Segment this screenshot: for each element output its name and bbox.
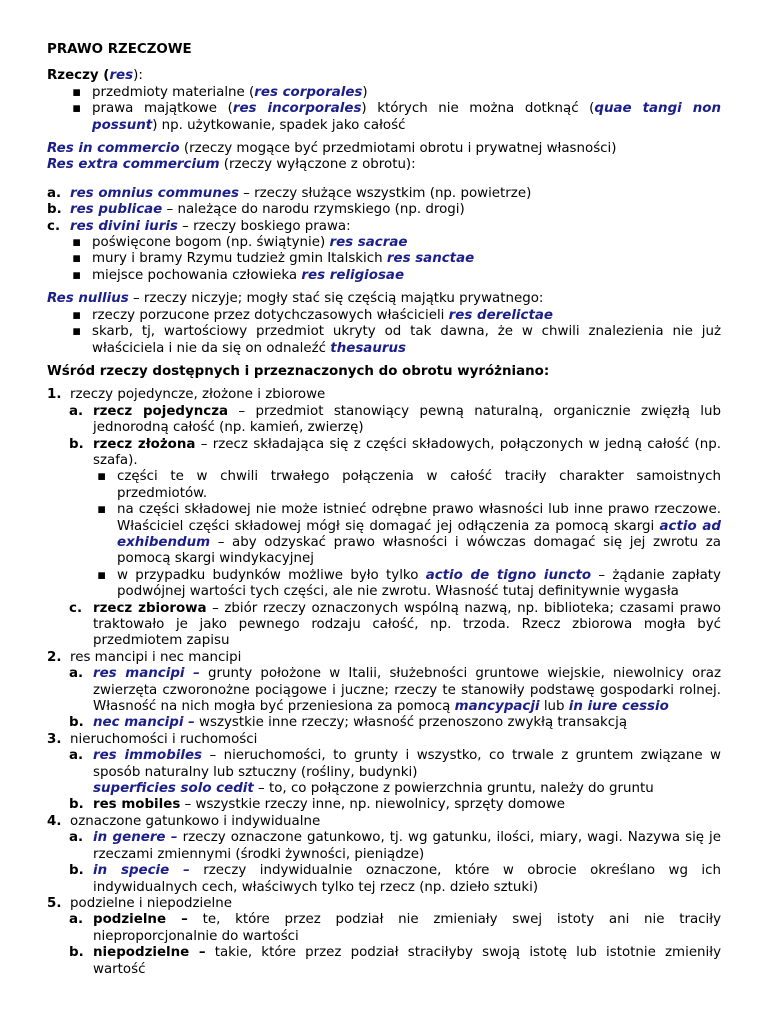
list-item: a. res immobiles – nieruchomości, to grunty i wszystko, co trwale z gruntem związane w sposób naturalny lub sztuczny (rośliny, budynki) (69, 748, 721, 780)
extra-commercium-line: Res extra commercium (rzeczy wyłączone z obrotu): (47, 157, 416, 173)
section-heading: Wśród rzeczy dostępnych i przeznaczonych do obrotu wyróżniano: (47, 363, 550, 379)
list-item: a. podzielne – te, które przez podział nie zmieniały swej istoty ani nie traciły nieproporcjonalnie do wartości (69, 912, 721, 944)
doc-title: PRAWO RZECZOWE (47, 42, 192, 57)
list-item: b. in specie – rzeczy indywidualnie oznaczone, które w obrocie określano wg ich indywidualnych cech, właściwych tylko tej rzecz (np. dzieło sztuki) (69, 863, 721, 895)
list-item: 3. nieruchomości i ruchomości (47, 731, 258, 747)
list-item: c. res divini iuris – rzeczy boskiego prawa: (47, 218, 351, 234)
list-item: a. res mancipi – grunty położone w Italii, służebności gruntowe wiejskie, niewolnicy oraz zwierzęta czworonożne pociągowe i juczne; rzeczy te stanowiły podstawę gospodarki rolnej. Własność na nich mogła być przeniesiona za pomocą mancypacji lub in iure cessio (69, 666, 721, 715)
list-item: ▪ części te w chwili trwałego połączenia w całość traciły charakter samoistnych przedmiotów. (47, 469, 721, 502)
list-item: b. niepodzielne – takie, które przez podział straciłyby swoją istotę lub istotnie zmieniły wartość (69, 945, 721, 977)
list-item: a. in genere – rzeczy oznaczone gatunkowo, tj. wg gatunku, ilości, miary, wagi. Nazywa się je rzeczami zmiennymi (środki żywności, pieniądze) (69, 830, 721, 862)
list-item: a. rzecz pojedyncza – przedmiot stanowiący pewną naturalną, organicznie zwięzłą lub jednorodną całość (np. kamień, zwierzę) (69, 403, 721, 436)
list-item: b. res publicae – należące do narodu rzymskiego (np. drogi) (47, 202, 465, 218)
list-item: a. res omnius communes – rzeczy służące wszystkim (np. powietrze) (47, 185, 532, 201)
list-item: ▪ prawa majątkowe (res incorporales) których nie można dotknąć (quae tangi non possunt) np. użytkowanie, spadek jako całość (47, 101, 721, 134)
list-item: 4. oznaczone gatunkowo i indywidualne (47, 813, 321, 829)
list-item: b. nec mancipi – wszystkie inne rzeczy; własność przenoszono zwykłą transakcją (69, 715, 628, 731)
list-item: ▪ na części składowej nie może istnieć odrębne prawo własności lub inne prawo rzeczowe. Właściciel części składowej mógł się domagać jej odłączenia za pomocą skargi actio ad exhibendum – aby odzyskać prawo własności i wówczas domagać się jej zwrotu za pomocą skargi windykacyjnej (47, 502, 721, 568)
list-item: ▪ rzeczy porzucone przez dotychczasowych właścicieli res derelictae (47, 308, 721, 324)
list-item: 2. res mancipi i nec mancipi (47, 649, 242, 665)
list-item: ▪ przedmioty materialne (res corporales) (47, 85, 721, 101)
list-item: 1. rzeczy pojedyncze, złożone i zbiorowe (47, 387, 326, 403)
commercium-line: Res in commercio (rzeczy mogące być przedmiotami obrotu i prywatnej własności) (47, 141, 617, 157)
list-item: ▪ miejsce pochowania człowieka res religiosae (47, 268, 721, 284)
list-item: ▪ skarb, tj, wartościowy przedmiot ukryty od tak dawna, że w chwili znalezienia nie już właściciela i nie da się on odnaleźć thesaurus (47, 324, 721, 357)
list-item: superficies solo cedit – to, co połączone z powierzchnia gruntu, należy do gruntu (93, 781, 654, 797)
list-item: ▪ mury i bramy Rzymu tudzież gmin Italskich res sanctae (47, 251, 721, 267)
rzeczy-heading: Rzeczy (res): (47, 68, 143, 84)
list-item: b. rzecz złożona – rzecz składająca się z części składowych, połączonych w jedną całość (np. szafa). (69, 436, 721, 468)
list-item: b. res mobiles – wszystkie rzeczy inne, np. niewolnicy, sprzęty domowe (69, 797, 565, 813)
list-item: ▪ w przypadku budynków możliwe było tylko actio de tigno iuncto – żądanie zapłaty podwójnej wartości tych części, ale nie zwrotu. Własność tutaj definitywnie wygasła (47, 568, 721, 601)
list-item: 5. podzielne i niepodzielne (47, 895, 232, 911)
nullius-line: Res nullius – rzeczy niczyje; mogły stać się częścią majątku prywatnego: (47, 291, 544, 307)
list-item: ▪ poświęcone bogom (np. świątynie) res sacrae (47, 235, 721, 251)
list-item: c. rzecz zbiorowa – zbiór rzeczy oznaczonych wspólną nazwą, np. biblioteka; czasami prawo traktowało je jako pewnego rodzaju całość, np. trzoda. Rzecz zbiorowa mogła być przedmiotem zapisu (69, 600, 721, 649)
